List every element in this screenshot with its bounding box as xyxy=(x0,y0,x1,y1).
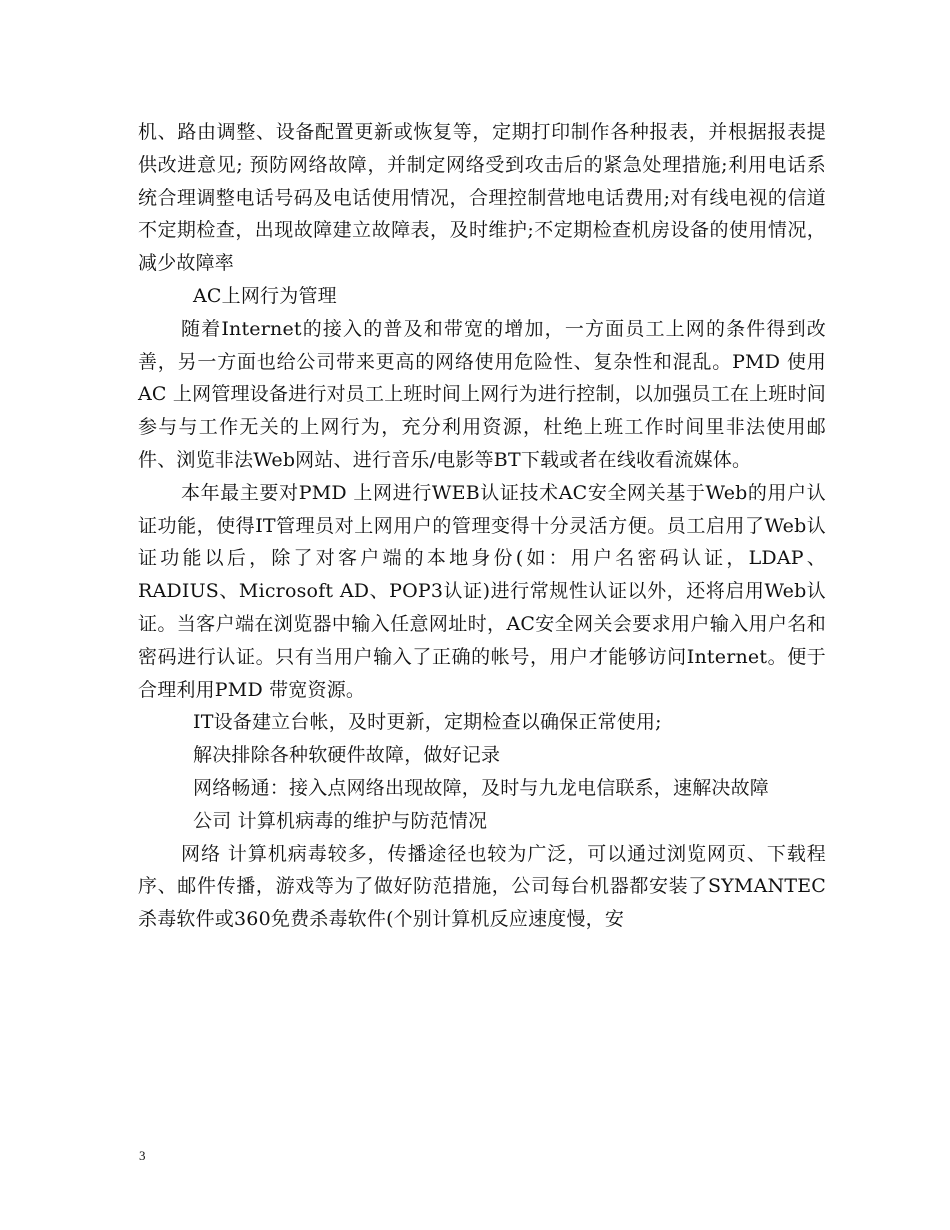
paragraph-network-connectivity: 网络畅通：接入点网络出现故障，及时与九龙电信联系，速解决故障 xyxy=(193,776,770,799)
document-body xyxy=(138,116,826,936)
paragraph-internet-access: 随着Internet的接入的普及和带宽的增加，一方面员工上网的条件得到改善，另一方面也给公司带来更高的网络使用危险性、复杂性和混乱。PMD 使用AC 上网管理设备进行对员工上班时间上网行为进行控制，以加强员工在上班时间参与与工作无关的上网行为，充分利用资源，杜绝上班工作时间里非法使用邮件、浏览非法Web网站、进行音乐/电影等BT下载或者在线收看流媒体。 xyxy=(138,317,826,471)
paragraph-web-authentication: 本年最主要对PMD 上网进行WEB认证技术AC安全网关基于Web的用户认证功能，使得IT管理员对上网用户的管理变得十分灵活方便。员工启用了Web认证功能以后，除了对客户端的本地身份(如：用户名密码认证，LDAP、RADIUS、Microsoft AD、POP3认证)进行常规性认证以外，还将启用Web认证。当客户端在浏览器中输入任意网址时，AC安全网关会要求用户输入用户名和密码进行认证。只有当用户输入了正确的帐号，用户才能够访问Internet。便于合理利用PMD 带宽资源。 xyxy=(138,481,826,701)
paragraph-network-maintenance: 机、路由调整、设备配置更新或恢复等，定期打印制作各种报表，并根据报表提供改进意见; 预防网络故障，并制定网络受到攻击后的紧急处理措施;利用电话系统合理调整电话号码及电话使用情况，合理控制营地电话费用;对有线电视的信道不定期检查，出现故障建立故障表，及时维护;不定期检查机房设备的使用情况，减少故障率 xyxy=(138,121,826,275)
page-number: 3 xyxy=(139,1148,146,1163)
paragraph-troubleshooting: 解决排除各种软硬件故障，做好记录 xyxy=(193,744,501,767)
heading-ac-internet-behavior: AC上网行为管理 xyxy=(193,284,337,307)
heading-virus-prevention: 公司 计算机病毒的维护与防范情况 xyxy=(193,809,488,832)
paragraph-virus-details: 网络 计算机病毒较多，传播途径也较为广泛，可以通过浏览网页、下载程序、邮件传播，游戏等为了做好防范措施，公司每台机器都安装了SYMANTEC杀毒软件或360免费杀毒软件(个别计算机反应速度慢，安 xyxy=(138,842,826,931)
paragraph-it-asset-ledger: IT设备建立台帐，及时更新，定期检查以确保正常使用; xyxy=(193,711,662,734)
